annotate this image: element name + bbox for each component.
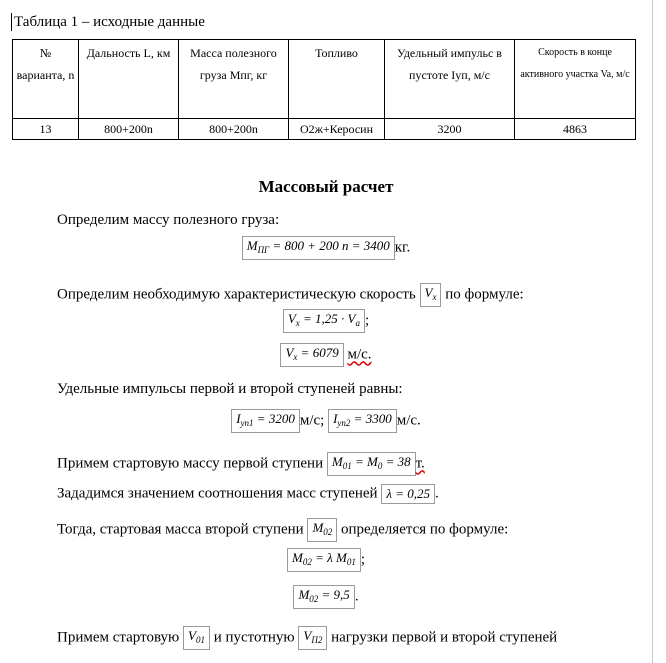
cell-variant: 13 [13, 119, 79, 140]
unit-ms-2: м/с. [396, 412, 421, 429]
unit-ms-1: м/с; [299, 412, 325, 429]
formula-vx-value[interactable]: $V_x = 6079$ [280, 343, 343, 367]
header-impulse: Удельный импульс в пустоте Iуп, м/с [385, 40, 515, 119]
paragraph-payloads: Примем стартовую $V_{01}$ и пустотную $V_{П2}$ нагрузки первой и второй ступеней [57, 626, 557, 650]
formula-payload[interactable]: $M_{ПГ} = 800 + 200$ n = 3400 [242, 236, 395, 260]
paragraph-start-mass: Примем стартовую массу первой ступени $M_{01} = M_0 = 38$ т. [57, 452, 425, 476]
page-edge [652, 0, 666, 663]
paragraph-second-stage: Тогда, стартовая масса второй ступени $M_{02}$ определяется по формуле: [57, 518, 508, 542]
paragraph-char-velocity: Определим необходимую характеристическую скорость $V_x$ по формуле: [57, 283, 524, 307]
header-variant: № варианта, n [13, 40, 79, 119]
header-payload: Масса полезного груза Мпг, кг [179, 40, 289, 119]
paragraph-impulses: Удельные импульсы первой и второй ступеней равны: [57, 381, 403, 397]
formula-inline-v01[interactable]: $V_{01}$ [183, 626, 210, 650]
formula-vx-def-line: $V_x = 1,25 \cdot V_a$ ; [0, 309, 652, 333]
table-caption: Таблица 1 – исходные данные [14, 14, 205, 30]
formula-vx-def[interactable]: $V_x = 1,25 \cdot V_a$ [283, 309, 365, 333]
formula-impulses-line [0, 409, 652, 433]
formula-payload-line [0, 236, 652, 260]
header-range: Дальность L, км [79, 40, 179, 119]
formula-vx-value-line [0, 343, 652, 367]
header-velocity: Скорость в конце активного участка Va, м/с [515, 40, 636, 119]
cell-payload: 800+200n [179, 119, 289, 140]
unit-ms: м/с. [347, 346, 372, 363]
formula-inline-m02[interactable]: $M_{02}$ [307, 518, 337, 542]
paragraph-mass-ratio: Зададимся значением соотношения масс ступеней λ = 0,25 . [57, 484, 439, 504]
table-header-row [13, 40, 636, 119]
formula-m02-value[interactable]: $M_{02} = 9,5$ [293, 585, 354, 609]
unit-t: т. [415, 455, 425, 472]
unit-kg: кг. [394, 239, 411, 256]
paragraph-payload: Определим массу полезного груза: [57, 212, 280, 228]
formula-m02-def[interactable]: $M_{02} = \lambda$ $M_{01}$ [287, 548, 361, 572]
formula-m02-def-line: $M_{02} = \lambda$ $M_{01}$ ; [0, 548, 652, 572]
cell-fuel: О2ж+Керосин [289, 119, 385, 140]
table-row [13, 119, 636, 140]
cell-impulse: 3200 [385, 119, 515, 140]
formula-inline-vp2[interactable]: $V_{П2}$ [298, 626, 327, 650]
formula-m02-value-line: $M_{02} = 9,5$ . [0, 585, 652, 609]
formula-iup2[interactable]: $I_{уп2} = 3300$ [328, 409, 397, 433]
source-data-table [12, 39, 636, 140]
text-cursor [11, 13, 12, 31]
formula-inline-vx[interactable]: $V_x$ [420, 283, 442, 307]
cell-range: 800+200n [79, 119, 179, 140]
cell-velocity: 4863 [515, 119, 636, 140]
formula-lambda[interactable]: λ = 0,25 [381, 484, 435, 504]
formula-m01[interactable]: $M_{01} = M_0 = 38$ [327, 452, 416, 476]
formula-iup1[interactable]: $I_{уп1} = 3200$ [231, 409, 300, 433]
header-fuel: Топливо [289, 40, 385, 119]
section-heading: Массовый расчет [258, 177, 394, 196]
